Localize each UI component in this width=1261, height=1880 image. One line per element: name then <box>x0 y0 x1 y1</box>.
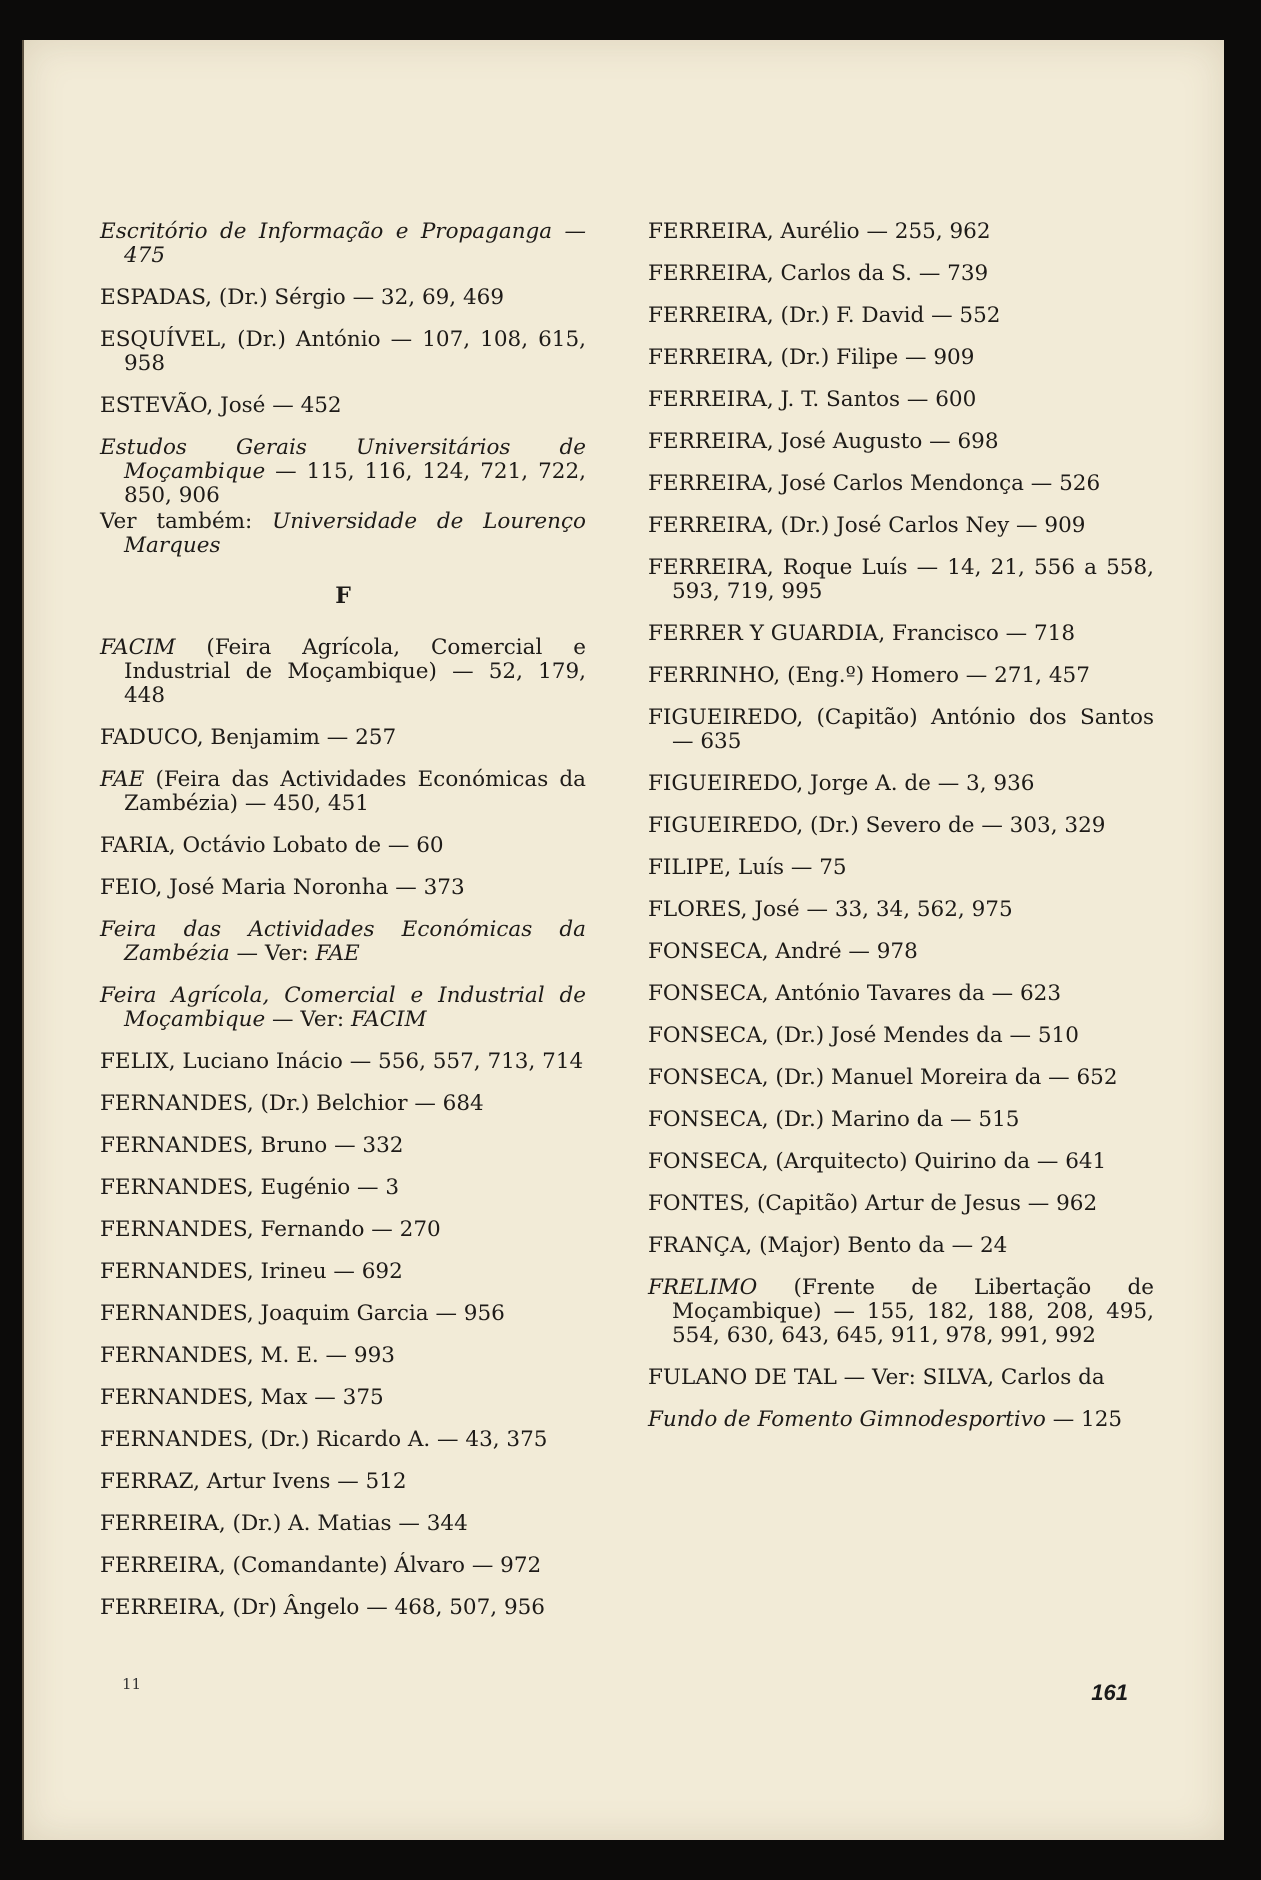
index-entry: FONTES, (Capitão) Artur de Jesus — 962 <box>648 1191 1098 1216</box>
index-entry: ESPADAS, (Dr.) Sérgio — 32, 69, 469 <box>100 285 505 310</box>
index-column-right <box>648 220 1154 1450</box>
entry-pages: (Frente de Libertação de Moçambique) — 155, 182, 188, 208, 495, 554, 630, 643, 645, 911, 978, 991, 992 <box>672 1275 1154 1348</box>
index-entry: FERREIRA, J. T. Santos — 600 <box>648 387 977 412</box>
index-entry: FONSECA, (Dr.) José Mendes da — 510 <box>648 1023 1079 1048</box>
index-entry <box>100 436 586 508</box>
index-entry: FONSECA, António Tavares da — 623 <box>648 981 1061 1006</box>
index-entry: FULANO DE TAL — Ver: SILVA, Carlos da <box>648 1365 1105 1390</box>
index-entry: FERREIRA, (Dr.) Filipe — 909 <box>648 345 975 370</box>
index-entry: FERREIRA, José Carlos Mendonça — 526 <box>648 471 1101 496</box>
entry-see: — Ver: <box>265 1007 351 1032</box>
index-entry <box>100 768 586 816</box>
page-number: 161 <box>1091 1680 1128 1705</box>
index-entry: FERNANDES, Eugénio — 3 <box>100 1175 400 1200</box>
index-entry: FERREIRA, Carlos da S. — 739 <box>648 261 989 286</box>
index-entry: FERRINHO, (Eng.º) Homero — 271, 457 <box>648 663 1090 688</box>
entry-pages: (Feira das Actividades Económicas da Zambézia) — 450, 451 <box>124 767 586 816</box>
entry-see: — Ver: <box>229 941 316 966</box>
index-entry: FERREIRA, José Augusto — 698 <box>648 429 999 454</box>
index-entry: FERNANDES, Fernando — 270 <box>100 1217 441 1242</box>
index-entry: FERNANDES, Max — 375 <box>100 1385 384 1410</box>
see-also-label: Ver também: <box>100 509 273 534</box>
entry-term: FRELIMO <box>648 1275 758 1300</box>
index-entry: FONSECA, (Arquitecto) Quirino da — 641 <box>648 1149 1107 1174</box>
index-entry: ESTEVÃO, José — 452 <box>100 393 342 418</box>
section-letter: F <box>335 583 351 609</box>
index-entry: FERREIRA, (Dr.) A. Matias — 344 <box>100 1511 468 1536</box>
index-entry <box>100 918 586 966</box>
entry-pages: — 125 <box>1045 1407 1123 1432</box>
index-entry: FARIA, Octávio Lobato de — 60 <box>100 833 444 858</box>
index-entry: ESQUÍVEL, (Dr.) António — 107, 108, 615, 958 <box>100 327 586 376</box>
index-entry: FERRAZ, Artur Ivens — 512 <box>100 1469 407 1494</box>
index-entry: FEIO, José Maria Noronha — 373 <box>100 875 465 900</box>
index-entry: FLORES, José — 33, 34, 562, 975 <box>648 897 1013 922</box>
see-target: FAE <box>315 941 360 966</box>
index-entry: FONSECA, André — 978 <box>648 939 918 964</box>
entry-term: Estudos Gerais Universitários de Moçambique <box>100 435 586 484</box>
index-entry: FERNANDES, M. E. — 993 <box>100 1343 395 1368</box>
index-entry <box>100 636 586 708</box>
entry-term: FAE <box>100 767 145 792</box>
index-entry: FERNANDES, Bruno — 332 <box>100 1133 404 1158</box>
index-entry: FELIX, Luciano Inácio — 556, 557, 713, 714 <box>100 1049 584 1074</box>
signature-mark: 11 <box>122 1675 142 1693</box>
index-entry: FERRER Y GUARDIA, Francisco — 718 <box>648 621 1076 646</box>
index-entry: FERNANDES, Irineu — 692 <box>100 1259 403 1284</box>
index-column-left <box>100 220 586 1638</box>
index-entry: FIGUEIREDO, (Capitão) António dos Santos — 635 <box>648 705 1154 754</box>
index-entry: FONSECA, (Dr.) Marino da — 515 <box>648 1107 1020 1132</box>
index-entry: FADUCO, Benjamim — 257 <box>100 725 397 750</box>
index-entry: FIGUEIREDO, (Dr.) Severo de — 303, 329 <box>648 813 1106 838</box>
index-cross-reference <box>100 510 586 558</box>
see-target: FACIM <box>351 1007 427 1032</box>
index-entry: FERREIRA, (Dr) Ângelo — 468, 507, 956 <box>100 1595 545 1620</box>
index-entry: FERREIRA, (Dr.) José Carlos Ney — 909 <box>648 513 1086 538</box>
index-entry <box>648 1408 1154 1432</box>
index-entry: Escritório de Informação e Propaganga — 475 <box>100 219 586 268</box>
entry-term: Feira das Actividades Económicas da Zambézia <box>100 917 586 966</box>
book-page <box>24 40 1224 1840</box>
index-entry: FERREIRA, Roque Luís — 14, 21, 556 a 558, 593, 719, 995 <box>648 555 1154 604</box>
index-entry: FERNANDES, (Dr.) Belchior — 684 <box>100 1091 484 1116</box>
index-entry: FIGUEIREDO, Jorge A. de — 3, 936 <box>648 771 1035 796</box>
index-entry: FRANÇA, (Major) Bento da — 24 <box>648 1233 1008 1258</box>
entry-term: Fundo de Fomento Gimnodesportivo <box>648 1407 1046 1432</box>
index-entry: FONSECA, (Dr.) Manuel Moreira da — 652 <box>648 1065 1118 1090</box>
index-entry: FERNANDES, (Dr.) Ricardo A. — 43, 375 <box>100 1427 548 1452</box>
entry-term: Feira Agrícola, Comercial e Industrial de Moçambique <box>100 983 586 1032</box>
entry-pages: — 115, 116, 124, 721, 722, 850, 906 <box>124 459 586 508</box>
index-entry: FILIPE, Luís — 75 <box>648 855 847 880</box>
index-entry: FERREIRA, (Comandante) Álvaro — 972 <box>100 1553 542 1578</box>
index-entry: FERNANDES, Joaquim Garcia — 956 <box>100 1301 505 1326</box>
index-entry <box>648 1276 1154 1348</box>
index-entry <box>100 984 586 1032</box>
entry-term: FACIM <box>100 635 176 660</box>
index-entry: FERREIRA, (Dr.) F. David — 552 <box>648 303 1001 328</box>
entry-pages: (Feira Agrícola, Comercial e Industrial de Moçambique) — 52, 179, 448 <box>124 635 586 708</box>
index-entry: FERREIRA, Aurélio — 255, 962 <box>648 219 991 244</box>
see-also-target: Universidade de Lourenço Marques <box>124 509 586 558</box>
